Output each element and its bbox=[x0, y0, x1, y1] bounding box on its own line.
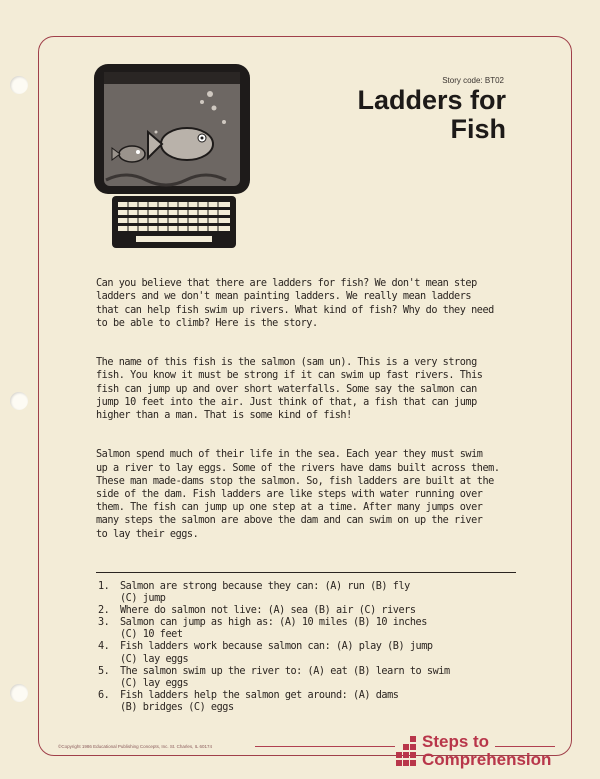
story-paragraph: Salmon spend much of their life in the sea. Each year they must swim up a river to lay eggs. Some of the rivers have dams built across them. These man made-dams stop the salmon. So, fish ladders are built at the side of the dam. Fish ladders are like steps with water running over them. The fish can jump up one step at a time. After many jumps over many steps the salmon are above the dam and can swim on up the river to lay their eggs. bbox=[96, 449, 500, 540]
question-item bbox=[98, 581, 518, 605]
computer-aquarium-illustration bbox=[92, 62, 252, 254]
question-text: Salmon are strong because they can: (A) run (B) fly (C) jump bbox=[120, 581, 410, 605]
divider-line bbox=[96, 572, 516, 573]
story-text bbox=[96, 264, 516, 567]
question-number: 2. bbox=[98, 605, 110, 617]
question-item bbox=[98, 617, 518, 641]
question-list bbox=[98, 581, 518, 714]
question-item bbox=[98, 666, 518, 690]
question-number: 1. bbox=[98, 581, 110, 592]
question-text: Fish ladders help the salmon get around: (A) dams (B) bridges (C) eggs bbox=[120, 689, 399, 713]
story-paragraph: The name of this fish is the salmon (sam un). This is a very strong fish. You know it must be strong if it can swim up fast rivers. This fish can jump up and over short waterfalls. Some say the salmon can jump 10 feet into the air. Just think of that, a fish that can jump higher than a man. That is some kind of fish! bbox=[96, 357, 483, 422]
story-paragraph: Can you believe that there are ladders for fish? We don't mean step ladders and we don't mean painting ladders. We really mean ladders that can help fish swim up rivers. What kind of fish? Why do they need to be able to climb? Here is the story. bbox=[96, 278, 494, 329]
question-number: 3. bbox=[98, 617, 110, 629]
question-number: 4. bbox=[98, 641, 110, 653]
question-number: 5. bbox=[98, 665, 110, 677]
question-item bbox=[98, 605, 518, 617]
copyright-notice: ©Copyright 1986 Educational Publishing Concepts, Inc. St. Charles, IL 60174 bbox=[58, 744, 212, 749]
question-text: Fish ladders work because salmon can: (A) play (B) jump (C) lay eggs bbox=[120, 641, 433, 665]
punch-hole-bottom bbox=[10, 684, 28, 702]
title-line-1: Ladders for bbox=[357, 85, 506, 115]
question-item bbox=[98, 641, 518, 665]
question-item bbox=[98, 690, 518, 714]
brand-line-2: Comprehension bbox=[422, 750, 552, 769]
story-code: Story code: BT02 bbox=[442, 76, 504, 85]
punch-hole-top bbox=[10, 76, 28, 94]
brand-name bbox=[422, 733, 551, 769]
footer-rule-left bbox=[255, 746, 395, 747]
question-text: Salmon can jump as high as: (A) 10 miles (B) 10 inches (C) 10 feet bbox=[120, 617, 427, 641]
brand-squares-logo bbox=[396, 736, 420, 772]
title-line-2: Fish bbox=[450, 114, 506, 144]
question-text: Where do salmon not live: (A) sea (B) air (C) rivers bbox=[120, 605, 416, 617]
punch-hole-middle bbox=[10, 392, 28, 410]
question-text: The salmon swim up the river to: (A) eat (B) learn to swim (C) lay eggs bbox=[120, 665, 450, 689]
brand-line-1: Steps to bbox=[422, 732, 490, 751]
question-number: 6. bbox=[98, 689, 110, 701]
page-title bbox=[266, 86, 506, 144]
